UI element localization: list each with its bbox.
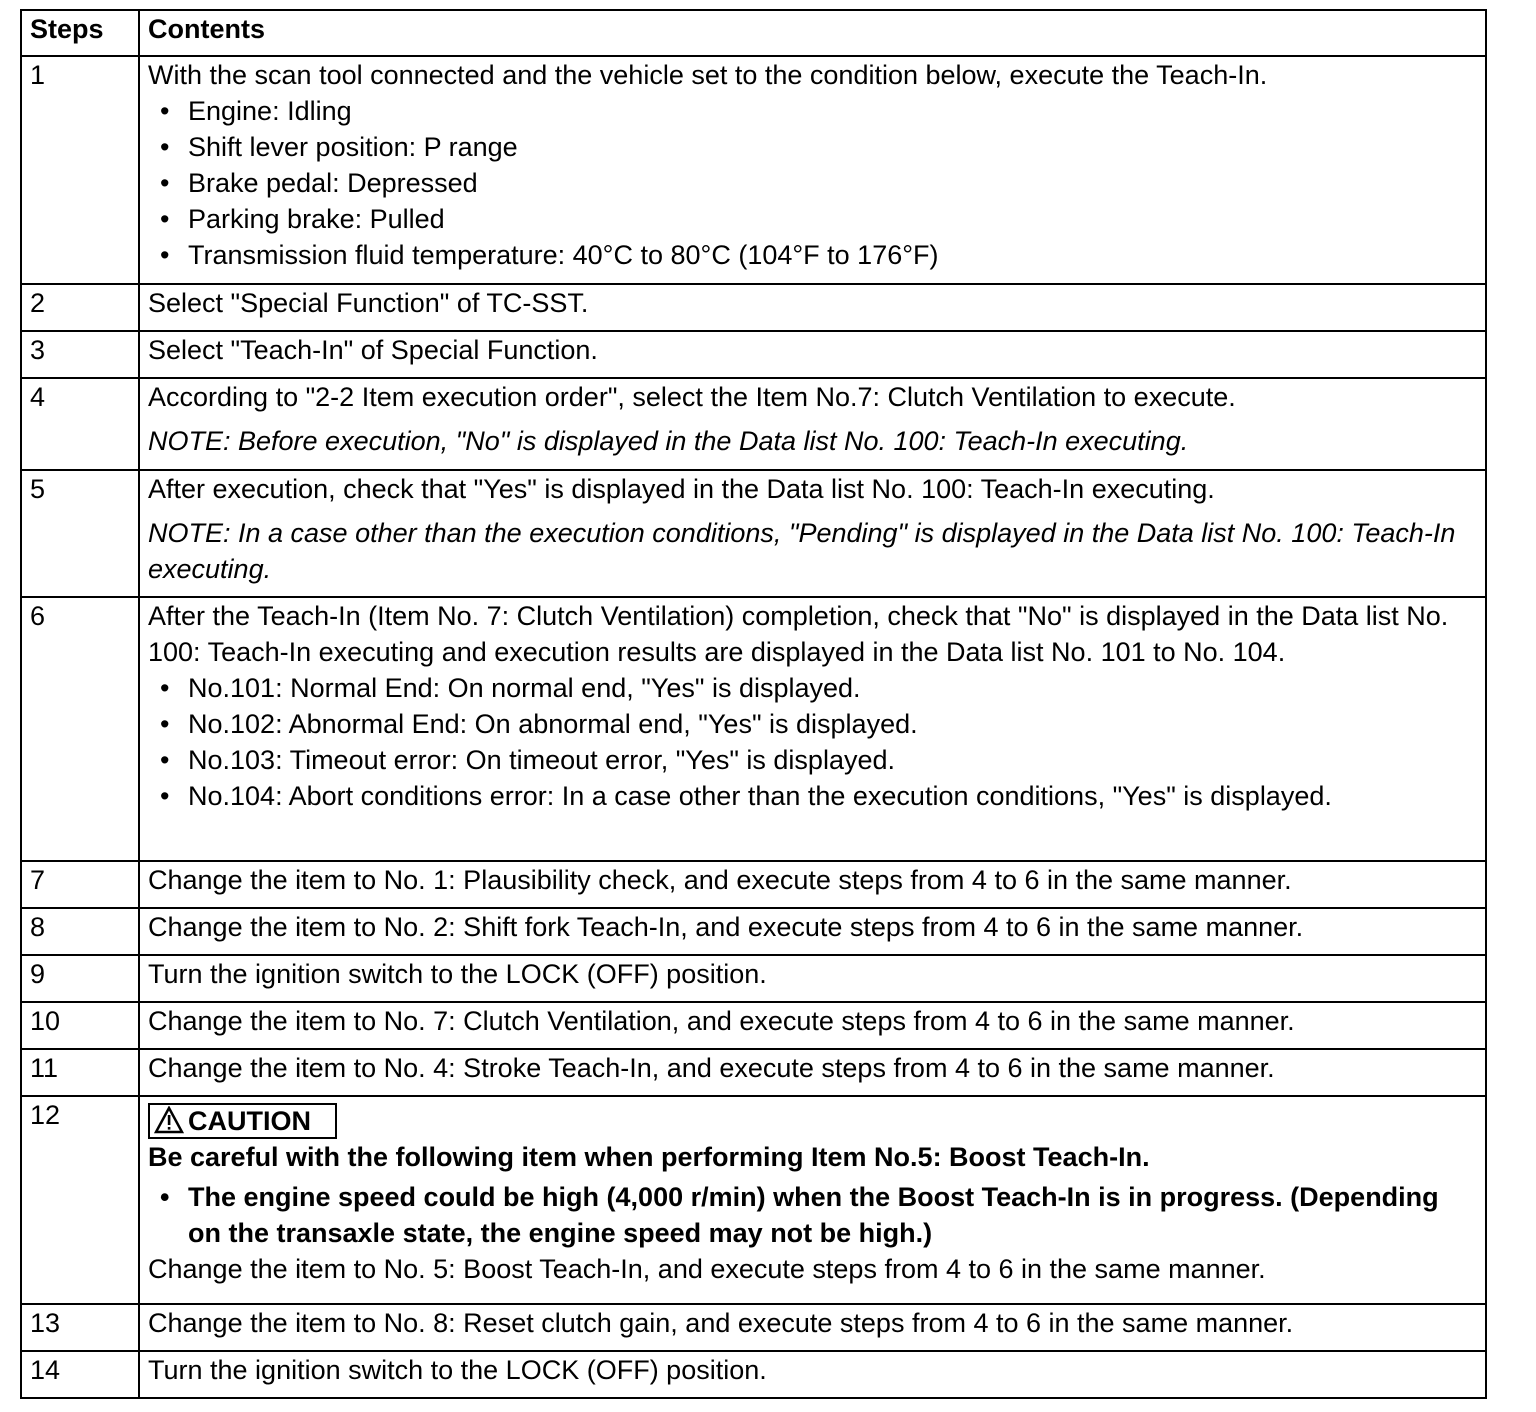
step-contents bbox=[139, 284, 1486, 331]
step-number: 13 bbox=[21, 1304, 139, 1351]
header-steps: Steps bbox=[21, 10, 139, 56]
table-row bbox=[21, 378, 1486, 470]
table-row bbox=[21, 908, 1486, 955]
table-header-row bbox=[21, 10, 1486, 56]
list-item: • Brake pedal: Depressed bbox=[148, 165, 1477, 201]
step-text: After execution, check that "Yes" is displayed in the Data list No. 100: Teach-In executing. bbox=[148, 474, 1215, 504]
table-row bbox=[21, 56, 1486, 284]
list-item: • No.101: Normal End: On normal end, "Yes" is displayed. bbox=[148, 670, 1477, 706]
step-number: 4 bbox=[21, 378, 139, 470]
step-text: Turn the ignition switch to the LOCK (OFF) position. bbox=[148, 959, 767, 989]
caution-label: CAUTION bbox=[188, 1106, 311, 1136]
list-item: • No.104: Abort conditions error: In a case other than the execution conditions, "Yes" is displayed. bbox=[148, 778, 1477, 814]
step-text: Select "Teach-In" of Special Function. bbox=[148, 335, 598, 365]
table-row bbox=[21, 861, 1486, 908]
step-number: 8 bbox=[21, 908, 139, 955]
warning-triangle-icon bbox=[154, 1106, 184, 1134]
table-row bbox=[21, 1049, 1486, 1096]
step-number: 14 bbox=[21, 1351, 139, 1398]
step-text: Change the item to No. 7: Clutch Ventilation, and execute steps from 4 to 6 in the same manner. bbox=[148, 1006, 1295, 1036]
step-contents bbox=[139, 861, 1486, 908]
step-contents bbox=[139, 597, 1486, 861]
table-row bbox=[21, 597, 1486, 861]
step-text: Change the item to No. 1: Plausibility check, and execute steps from 4 to 6 in the same manner. bbox=[148, 865, 1292, 895]
step-text: With the scan tool connected and the vehicle set to the condition below, execute the Teach-In. bbox=[148, 60, 1268, 90]
step-text: Change the item to No. 8: Reset clutch gain, and execute steps from 4 to 6 in the same manner. bbox=[148, 1308, 1294, 1338]
step-contents bbox=[139, 955, 1486, 1002]
step-text: Change the item to No. 4: Stroke Teach-In, and execute steps from 4 to 6 in the same manner. bbox=[148, 1053, 1275, 1083]
step-number: 10 bbox=[21, 1002, 139, 1049]
step-contents bbox=[139, 1351, 1486, 1398]
table-row bbox=[21, 1096, 1486, 1304]
table-row bbox=[21, 470, 1486, 597]
step-contents bbox=[139, 1002, 1486, 1049]
list-item: • The engine speed could be high (4,000 r/min) when the Boost Teach-In is in progress. (Depending on the transaxle state, the engine speed may not be high.) bbox=[148, 1179, 1477, 1251]
step-contents bbox=[139, 331, 1486, 378]
step-contents bbox=[139, 378, 1486, 470]
caution-bullet-list bbox=[148, 1179, 1477, 1251]
step-text: According to "2-2 Item execution order", select the Item No.7: Clutch Ventilation to execute. bbox=[148, 382, 1236, 412]
list-item: • Engine: Idling bbox=[148, 93, 1477, 129]
list-item: • Transmission fluid temperature: 40°C to 80°C (104°F to 176°F) bbox=[148, 237, 1477, 273]
table-row bbox=[21, 331, 1486, 378]
bullet-list bbox=[148, 670, 1477, 814]
step-number: 11 bbox=[21, 1049, 139, 1096]
step-text: After the Teach-In (Item No. 7: Clutch Ventilation) completion, check that "No" is displayed in the Data list No. 100: Teach-In executing and execution results are displayed in the Data list No. 101 to No. 104. bbox=[148, 601, 1449, 667]
note-text: NOTE: In a case other than the execution conditions, "Pending" is displayed in the Data list No. 100: Teach-In executing. bbox=[148, 518, 1456, 584]
step-number: 9 bbox=[21, 955, 139, 1002]
list-item: • Parking brake: Pulled bbox=[148, 201, 1477, 237]
step-contents bbox=[139, 1049, 1486, 1096]
table-row bbox=[21, 1002, 1486, 1049]
step-number: 2 bbox=[21, 284, 139, 331]
bullet-list bbox=[148, 93, 1477, 273]
step-text: Change the item to No. 2: Shift fork Teach-In, and execute steps from 4 to 6 in the same manner. bbox=[148, 912, 1304, 942]
steps-table bbox=[20, 9, 1487, 1399]
step-number: 5 bbox=[21, 470, 139, 597]
list-item: • No.103: Timeout error: On timeout error, "Yes" is displayed. bbox=[148, 742, 1477, 778]
table-row bbox=[21, 284, 1486, 331]
caution-intro: Be careful with the following item when performing Item No.5: Boost Teach-In. bbox=[148, 1142, 1150, 1172]
step-contents bbox=[139, 908, 1486, 955]
step-number: 7 bbox=[21, 861, 139, 908]
step-number: 12 bbox=[21, 1096, 139, 1304]
caution-box bbox=[148, 1103, 337, 1139]
table-row bbox=[21, 955, 1486, 1002]
note-text: NOTE: Before execution, "No" is displayed in the Data list No. 100: Teach-In executing. bbox=[148, 426, 1189, 456]
step-contents bbox=[139, 1096, 1486, 1304]
step-contents bbox=[139, 470, 1486, 597]
list-item: • Shift lever position: P range bbox=[148, 129, 1477, 165]
list-item: • No.102: Abnormal End: On abnormal end, "Yes" is displayed. bbox=[148, 706, 1477, 742]
step-number: 1 bbox=[21, 56, 139, 284]
step-contents bbox=[139, 1304, 1486, 1351]
step-text: Change the item to No. 5: Boost Teach-In, and execute steps from 4 to 6 in the same manner. bbox=[148, 1254, 1266, 1284]
header-contents: Contents bbox=[139, 10, 1486, 56]
step-contents bbox=[139, 56, 1486, 284]
step-text: Turn the ignition switch to the LOCK (OFF) position. bbox=[148, 1355, 767, 1385]
step-text: Select "Special Function" of TC-SST. bbox=[148, 288, 589, 318]
table-row bbox=[21, 1351, 1486, 1398]
step-number: 3 bbox=[21, 331, 139, 378]
table-row bbox=[21, 1304, 1486, 1351]
step-number: 6 bbox=[21, 597, 139, 861]
